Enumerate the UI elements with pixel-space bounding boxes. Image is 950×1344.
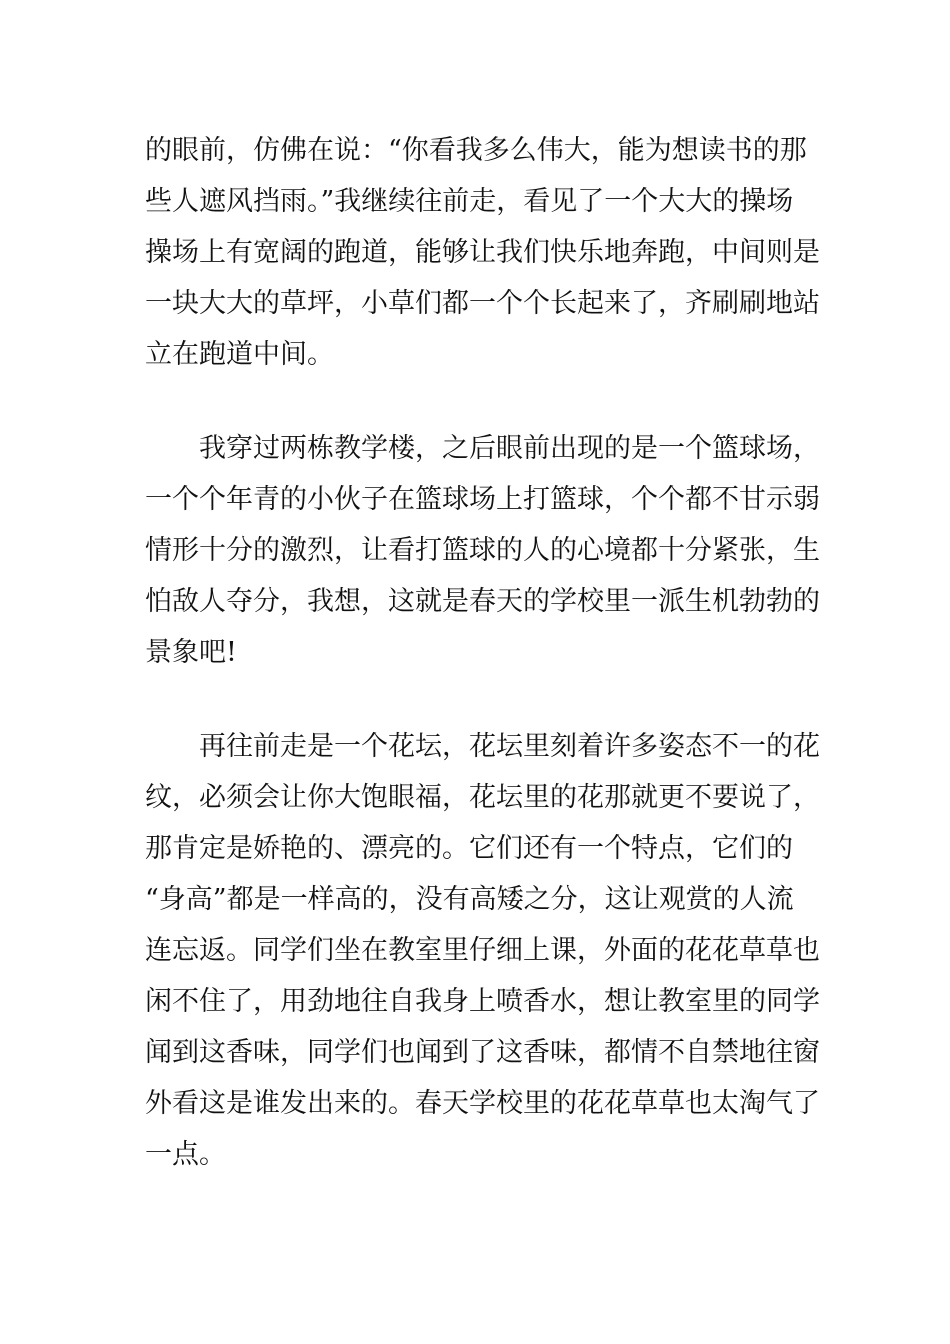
paragraph-line: 景象吧!	[145, 637, 237, 668]
paragraph-line: 些人遮风挡雨。”我继续往前走，看见了一个大大的操场	[145, 186, 794, 217]
paragraph-line: 连忘返。同学们坐在教室里仔细上课，外面的花花草草也	[145, 935, 820, 966]
paragraph-line: 一个个年青的小伙子在篮球场上打篮球，个个都不甘示弱	[145, 484, 820, 515]
paragraph-line: 外看这是谁发出来的。春天学校里的花花草草也太淘气了	[145, 1088, 820, 1119]
paragraph-line: 那肯定是娇艳的、漂亮的。它们还有一个特点，它们的	[145, 833, 793, 864]
paragraph-line: 闻到这香味，同学们也闻到了这香味，都情不自禁地往窗	[145, 1037, 820, 1068]
paragraph-1	[145, 125, 820, 380]
paragraph-line: 立在跑道中间。	[145, 339, 334, 370]
paragraph-line: 一块大大的草坪，小草们都一个个长起来了，齐刷刷地站	[145, 288, 820, 319]
paragraph-line: “身高”都是一样高的，没有高矮之分，这让观赏的人流	[145, 884, 794, 915]
paragraph-line: 操场上有宽阔的跑道，能够让我们快乐地奔跑，中间则是	[145, 237, 820, 268]
paragraph-line: 情形十分的激烈，让看打篮球的人的心境都十分紧张，生	[145, 535, 820, 566]
paragraph-2	[145, 423, 820, 678]
paragraph-line: 纹，必须会让你大饱眼福，花坛里的花那就更不要说了，	[145, 782, 820, 813]
paragraph-line: 闲不住了，用劲地往自我身上喷香水，想让教室里的同学	[145, 986, 820, 1017]
paragraph-line: 我穿过两栋教学楼，之后眼前出现的是一个篮球场，	[145, 433, 820, 464]
paragraph-3	[145, 721, 820, 1180]
paragraph-line: 怕敌人夺分，我想，这就是春天的学校里一派生机勃勃的	[145, 586, 820, 617]
paragraph-line: 再往前走是一个花坛，花坛里刻着许多姿态不一的花	[145, 731, 820, 762]
paragraph-line: 一点。	[145, 1139, 226, 1170]
paragraph-line: 的眼前，仿佛在说：“你看我多么伟大，能为想读书的那	[145, 135, 807, 166]
